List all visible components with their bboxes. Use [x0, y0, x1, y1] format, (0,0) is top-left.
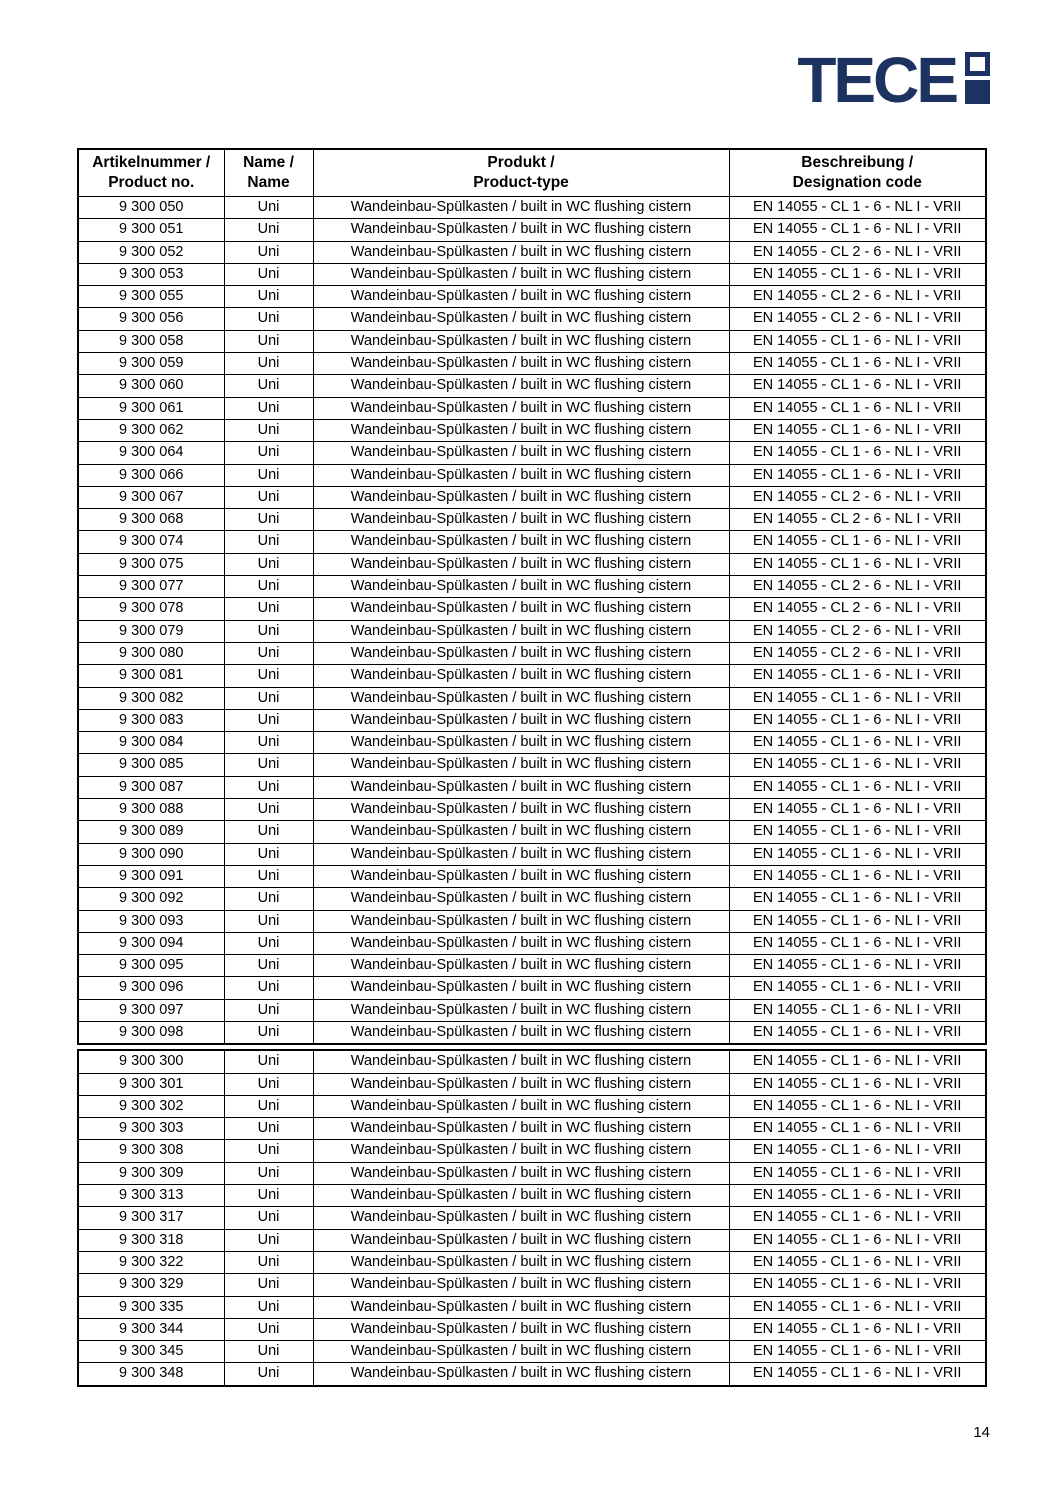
cell-name: Uni: [224, 1341, 313, 1363]
cell-product-type: Wandeinbau-Spülkasten / built in WC flushing cistern: [313, 397, 729, 419]
cell-product-type: Wandeinbau-Spülkasten / built in WC flushing cistern: [313, 1140, 729, 1162]
product-table-section-2: [77, 1049, 987, 1386]
table-row: [78, 665, 986, 687]
cell-designation-code: EN 14055 - CL 1 - 6 - NL I - VRII: [729, 1162, 986, 1184]
cell-designation-code: EN 14055 - CL 1 - 6 - NL I - VRII: [729, 1073, 986, 1095]
cell-product-no: 9 300 092: [78, 888, 224, 910]
cell-name: Uni: [224, 665, 313, 687]
table-row: [78, 754, 986, 776]
cell-name: Uni: [224, 732, 313, 754]
table-row: [78, 977, 986, 999]
table-row: [78, 1296, 986, 1318]
cell-name: Uni: [224, 754, 313, 776]
cell-designation-code: EN 14055 - CL 1 - 6 - NL I - VRII: [729, 330, 986, 352]
cell-product-no: 9 300 348: [78, 1363, 224, 1386]
cell-product-no: 9 300 077: [78, 576, 224, 598]
cell-product-no: 9 300 085: [78, 754, 224, 776]
page-number: 14: [973, 1424, 990, 1441]
cell-product-type: Wandeinbau-Spülkasten / built in WC flushing cistern: [313, 1229, 729, 1251]
cell-name: Uni: [224, 353, 313, 375]
cell-product-type: Wandeinbau-Spülkasten / built in WC flushing cistern: [313, 375, 729, 397]
table-row: [78, 1118, 986, 1140]
cell-designation-code: EN 14055 - CL 1 - 6 - NL I - VRII: [729, 419, 986, 441]
table-row: [78, 531, 986, 553]
cell-designation-code: EN 14055 - CL 1 - 6 - NL I - VRII: [729, 865, 986, 887]
table-row: [78, 419, 986, 441]
cell-product-type: Wandeinbau-Spülkasten / built in WC flushing cistern: [313, 754, 729, 776]
cell-product-type: Wandeinbau-Spülkasten / built in WC flushing cistern: [313, 687, 729, 709]
cell-designation-code: EN 14055 - CL 2 - 6 - NL I - VRII: [729, 576, 986, 598]
cell-product-no: 9 300 083: [78, 709, 224, 731]
cell-product-type: Wandeinbau-Spülkasten / built in WC flushing cistern: [313, 955, 729, 977]
table-row: [78, 1363, 986, 1386]
cell-product-no: 9 300 079: [78, 620, 224, 642]
product-table-section-1: [77, 148, 987, 1045]
cell-name: Uni: [224, 1296, 313, 1318]
cell-product-no: 9 300 096: [78, 977, 224, 999]
cell-designation-code: EN 14055 - CL 1 - 6 - NL I - VRII: [729, 1318, 986, 1340]
cell-product-no: 9 300 313: [78, 1185, 224, 1207]
cell-name: Uni: [224, 419, 313, 441]
cell-designation-code: EN 14055 - CL 1 - 6 - NL I - VRII: [729, 1118, 986, 1140]
cell-product-no: 9 300 087: [78, 776, 224, 798]
cell-name: Uni: [224, 687, 313, 709]
cell-name: Uni: [224, 1229, 313, 1251]
cell-product-type: Wandeinbau-Spülkasten / built in WC flushing cistern: [313, 464, 729, 486]
header-line: Name: [247, 174, 290, 191]
cell-designation-code: EN 14055 - CL 1 - 6 - NL I - VRII: [729, 888, 986, 910]
cell-product-type: Wandeinbau-Spülkasten / built in WC flushing cistern: [313, 642, 729, 664]
cell-designation-code: EN 14055 - CL 1 - 6 - NL I - VRII: [729, 687, 986, 709]
cell-name: Uni: [224, 999, 313, 1021]
logo-square-outline-icon: [965, 52, 990, 76]
cell-name: Uni: [224, 865, 313, 887]
table-row: [78, 1162, 986, 1184]
cell-designation-code: EN 14055 - CL 1 - 6 - NL I - VRII: [729, 1021, 986, 1044]
cell-product-no: 9 300 080: [78, 642, 224, 664]
table-row: [78, 353, 986, 375]
header-row: [78, 149, 986, 197]
cell-name: Uni: [224, 308, 313, 330]
table-row: [78, 1021, 986, 1044]
cell-product-no: 9 300 098: [78, 1021, 224, 1044]
cell-name: Uni: [224, 1073, 313, 1095]
cell-designation-code: EN 14055 - CL 1 - 6 - NL I - VRII: [729, 442, 986, 464]
cell-designation-code: EN 14055 - CL 1 - 6 - NL I - VRII: [729, 1363, 986, 1386]
cell-designation-code: EN 14055 - CL 1 - 6 - NL I - VRII: [729, 955, 986, 977]
cell-product-type: Wandeinbau-Spülkasten / built in WC flushing cistern: [313, 308, 729, 330]
cell-name: Uni: [224, 821, 313, 843]
cell-product-no: 9 300 345: [78, 1341, 224, 1363]
cell-product-no: 9 300 309: [78, 1162, 224, 1184]
cell-designation-code: EN 14055 - CL 1 - 6 - NL I - VRII: [729, 1229, 986, 1251]
cell-product-no: 9 300 301: [78, 1073, 224, 1095]
cell-name: Uni: [224, 241, 313, 263]
cell-product-no: 9 300 062: [78, 419, 224, 441]
cell-name: Uni: [224, 1118, 313, 1140]
header-line: Product-type: [473, 174, 569, 191]
cell-name: Uni: [224, 1140, 313, 1162]
cell-product-type: Wandeinbau-Spülkasten / built in WC flushing cistern: [313, 353, 729, 375]
cell-name: Uni: [224, 263, 313, 285]
table-row: [78, 397, 986, 419]
cell-product-type: Wandeinbau-Spülkasten / built in WC flushing cistern: [313, 486, 729, 508]
cell-name: Uni: [224, 1095, 313, 1117]
cell-product-type: Wandeinbau-Spülkasten / built in WC flushing cistern: [313, 219, 729, 241]
cell-designation-code: EN 14055 - CL 1 - 6 - NL I - VRII: [729, 1207, 986, 1229]
cell-product-no: 9 300 075: [78, 553, 224, 575]
cell-product-no: 9 300 329: [78, 1274, 224, 1296]
cell-product-no: 9 300 052: [78, 241, 224, 263]
cell-product-no: 9 300 317: [78, 1207, 224, 1229]
cell-designation-code: EN 14055 - CL 1 - 6 - NL I - VRII: [729, 1274, 986, 1296]
cell-name: Uni: [224, 1274, 313, 1296]
cell-name: Uni: [224, 799, 313, 821]
cell-product-type: Wandeinbau-Spülkasten / built in WC flushing cistern: [313, 263, 729, 285]
cell-product-no: 9 300 068: [78, 509, 224, 531]
cell-product-no: 9 300 335: [78, 1296, 224, 1318]
cell-designation-code: EN 14055 - CL 2 - 6 - NL I - VRII: [729, 509, 986, 531]
cell-product-no: 9 300 074: [78, 531, 224, 553]
cell-product-no: 9 300 088: [78, 799, 224, 821]
cell-product-type: Wandeinbau-Spülkasten / built in WC flushing cistern: [313, 576, 729, 598]
table-row: [78, 263, 986, 285]
cell-product-no: 9 300 059: [78, 353, 224, 375]
cell-product-type: Wandeinbau-Spülkasten / built in WC flushing cistern: [313, 799, 729, 821]
cell-product-no: 9 300 067: [78, 486, 224, 508]
cell-designation-code: EN 14055 - CL 1 - 6 - NL I - VRII: [729, 754, 986, 776]
table-row: [78, 932, 986, 954]
cell-product-no: 9 300 055: [78, 286, 224, 308]
cell-name: Uni: [224, 932, 313, 954]
cell-product-no: 9 300 302: [78, 1095, 224, 1117]
cell-designation-code: EN 14055 - CL 2 - 6 - NL I - VRII: [729, 286, 986, 308]
cell-product-no: 9 300 095: [78, 955, 224, 977]
table-row: [78, 1050, 986, 1073]
table-row: [78, 843, 986, 865]
cell-designation-code: EN 14055 - CL 1 - 6 - NL I - VRII: [729, 1095, 986, 1117]
cell-product-type: Wandeinbau-Spülkasten / built in WC flushing cistern: [313, 620, 729, 642]
header-line: Product no.: [108, 174, 195, 191]
cell-product-type: Wandeinbau-Spülkasten / built in WC flushing cistern: [313, 843, 729, 865]
cell-product-no: 9 300 056: [78, 308, 224, 330]
table-row: [78, 1318, 986, 1340]
cell-designation-code: EN 14055 - CL 2 - 6 - NL I - VRII: [729, 486, 986, 508]
cell-product-no: 9 300 303: [78, 1118, 224, 1140]
table-row: [78, 598, 986, 620]
header-line: Produkt /: [487, 154, 555, 171]
cell-product-type: Wandeinbau-Spülkasten / built in WC flushing cistern: [313, 665, 729, 687]
cell-name: Uni: [224, 286, 313, 308]
table-row: [78, 308, 986, 330]
cell-product-type: Wandeinbau-Spülkasten / built in WC flushing cistern: [313, 1341, 729, 1363]
table-row: [78, 1341, 986, 1363]
cell-product-type: Wandeinbau-Spülkasten / built in WC flushing cistern: [313, 1021, 729, 1044]
table-row: [78, 1185, 986, 1207]
cell-name: Uni: [224, 1207, 313, 1229]
table-row: [78, 999, 986, 1021]
cell-product-no: 9 300 058: [78, 330, 224, 352]
cell-product-type: Wandeinbau-Spülkasten / built in WC flushing cistern: [313, 241, 729, 263]
cell-designation-code: EN 14055 - CL 1 - 6 - NL I - VRII: [729, 1296, 986, 1318]
cell-designation-code: EN 14055 - CL 1 - 6 - NL I - VRII: [729, 1185, 986, 1207]
cell-name: Uni: [224, 977, 313, 999]
cell-product-type: Wandeinbau-Spülkasten / built in WC flushing cistern: [313, 776, 729, 798]
cell-product-type: Wandeinbau-Spülkasten / built in WC flushing cistern: [313, 286, 729, 308]
table-row: [78, 286, 986, 308]
cell-designation-code: EN 14055 - CL 2 - 6 - NL I - VRII: [729, 620, 986, 642]
cell-name: Uni: [224, 910, 313, 932]
cell-product-type: Wandeinbau-Spülkasten / built in WC flushing cistern: [313, 1118, 729, 1140]
cell-product-type: Wandeinbau-Spülkasten / built in WC flushing cistern: [313, 821, 729, 843]
cell-product-no: 9 300 051: [78, 219, 224, 241]
cell-name: Uni: [224, 397, 313, 419]
table-row: [78, 776, 986, 798]
cell-designation-code: EN 14055 - CL 1 - 6 - NL I - VRII: [729, 910, 986, 932]
table-row: [78, 375, 986, 397]
table-row: [78, 1095, 986, 1117]
cell-name: Uni: [224, 330, 313, 352]
cell-designation-code: EN 14055 - CL 1 - 6 - NL I - VRII: [729, 197, 986, 219]
column-header-name: [224, 149, 313, 197]
cell-name: Uni: [224, 620, 313, 642]
cell-name: Uni: [224, 776, 313, 798]
cell-product-type: Wandeinbau-Spülkasten / built in WC flushing cistern: [313, 977, 729, 999]
table-row: [78, 865, 986, 887]
table-row: [78, 442, 986, 464]
cell-product-no: 9 300 322: [78, 1251, 224, 1273]
cell-designation-code: EN 14055 - CL 1 - 6 - NL I - VRII: [729, 375, 986, 397]
table-row: [78, 219, 986, 241]
cell-name: Uni: [224, 1185, 313, 1207]
cell-name: Uni: [224, 843, 313, 865]
cell-product-no: 9 300 344: [78, 1318, 224, 1340]
cell-product-no: 9 300 064: [78, 442, 224, 464]
cell-name: Uni: [224, 598, 313, 620]
cell-name: Uni: [224, 375, 313, 397]
cell-product-type: Wandeinbau-Spülkasten / built in WC flushing cistern: [313, 932, 729, 954]
cell-name: Uni: [224, 442, 313, 464]
cell-product-type: Wandeinbau-Spülkasten / built in WC flushing cistern: [313, 531, 729, 553]
table-row: [78, 553, 986, 575]
cell-product-no: 9 300 090: [78, 843, 224, 865]
cell-designation-code: EN 14055 - CL 1 - 6 - NL I - VRII: [729, 932, 986, 954]
cell-product-type: Wandeinbau-Spülkasten / built in WC flushing cistern: [313, 1095, 729, 1117]
header-line: Artikelnummer /: [92, 154, 211, 171]
cell-name: Uni: [224, 642, 313, 664]
table-row: [78, 732, 986, 754]
cell-product-no: 9 300 078: [78, 598, 224, 620]
cell-product-type: Wandeinbau-Spülkasten / built in WC flushing cistern: [313, 330, 729, 352]
cell-product-type: Wandeinbau-Spülkasten / built in WC flushing cistern: [313, 1073, 729, 1095]
cell-designation-code: EN 14055 - CL 1 - 6 - NL I - VRII: [729, 732, 986, 754]
cell-name: Uni: [224, 1021, 313, 1044]
cell-name: Uni: [224, 464, 313, 486]
cell-product-type: Wandeinbau-Spülkasten / built in WC flushing cistern: [313, 709, 729, 731]
tece-logo-mark-icon: [965, 52, 990, 105]
table-row: [78, 1140, 986, 1162]
table-row: [78, 709, 986, 731]
cell-name: Uni: [224, 486, 313, 508]
cell-name: Uni: [224, 1363, 313, 1386]
cell-product-type: Wandeinbau-Spülkasten / built in WC flushing cistern: [313, 553, 729, 575]
header-line: Beschreibung /: [801, 154, 914, 171]
cell-designation-code: EN 14055 - CL 1 - 6 - NL I - VRII: [729, 353, 986, 375]
cell-product-type: Wandeinbau-Spülkasten / built in WC flushing cistern: [313, 197, 729, 219]
cell-product-type: Wandeinbau-Spülkasten / built in WC flushing cistern: [313, 442, 729, 464]
table-row: [78, 1251, 986, 1273]
cell-name: Uni: [224, 1050, 313, 1073]
cell-name: Uni: [224, 1318, 313, 1340]
cell-product-no: 9 300 308: [78, 1140, 224, 1162]
cell-product-type: Wandeinbau-Spülkasten / built in WC flushing cistern: [313, 1296, 729, 1318]
cell-designation-code: EN 14055 - CL 1 - 6 - NL I - VRII: [729, 821, 986, 843]
product-table-area: [77, 148, 985, 1387]
cell-product-type: Wandeinbau-Spülkasten / built in WC flushing cistern: [313, 1251, 729, 1273]
cell-product-type: Wandeinbau-Spülkasten / built in WC flushing cistern: [313, 1162, 729, 1184]
cell-product-type: Wandeinbau-Spülkasten / built in WC flushing cistern: [313, 509, 729, 531]
cell-product-type: Wandeinbau-Spülkasten / built in WC flushing cistern: [313, 865, 729, 887]
cell-name: Uni: [224, 219, 313, 241]
column-header-designation-code: [729, 149, 986, 197]
table-row: [78, 910, 986, 932]
cell-designation-code: EN 14055 - CL 1 - 6 - NL I - VRII: [729, 263, 986, 285]
cell-designation-code: EN 14055 - CL 1 - 6 - NL I - VRII: [729, 843, 986, 865]
table-row: [78, 799, 986, 821]
cell-designation-code: EN 14055 - CL 1 - 6 - NL I - VRII: [729, 709, 986, 731]
cell-name: Uni: [224, 709, 313, 731]
table-row: [78, 1073, 986, 1095]
table-row: [78, 620, 986, 642]
cell-product-no: 9 300 089: [78, 821, 224, 843]
cell-product-no: 9 300 094: [78, 932, 224, 954]
cell-product-no: 9 300 097: [78, 999, 224, 1021]
cell-designation-code: EN 14055 - CL 2 - 6 - NL I - VRII: [729, 598, 986, 620]
table-row: [78, 486, 986, 508]
cell-product-no: 9 300 081: [78, 665, 224, 687]
cell-name: Uni: [224, 1251, 313, 1273]
cell-designation-code: EN 14055 - CL 1 - 6 - NL I - VRII: [729, 1251, 986, 1273]
cell-product-type: Wandeinbau-Spülkasten / built in WC flushing cistern: [313, 1185, 729, 1207]
cell-product-type: Wandeinbau-Spülkasten / built in WC flushing cistern: [313, 732, 729, 754]
table-row: [78, 576, 986, 598]
cell-name: Uni: [224, 888, 313, 910]
cell-product-no: 9 300 093: [78, 910, 224, 932]
cell-product-no: 9 300 061: [78, 397, 224, 419]
cell-product-no: 9 300 084: [78, 732, 224, 754]
cell-name: Uni: [224, 576, 313, 598]
cell-product-type: Wandeinbau-Spülkasten / built in WC flushing cistern: [313, 419, 729, 441]
cell-designation-code: EN 14055 - CL 2 - 6 - NL I - VRII: [729, 241, 986, 263]
cell-product-no: 9 300 066: [78, 464, 224, 486]
cell-product-type: Wandeinbau-Spülkasten / built in WC flushing cistern: [313, 1318, 729, 1340]
cell-product-no: 9 300 053: [78, 263, 224, 285]
table-row: [78, 642, 986, 664]
cell-designation-code: EN 14055 - CL 1 - 6 - NL I - VRII: [729, 219, 986, 241]
table-row: [78, 464, 986, 486]
table-row: [78, 1207, 986, 1229]
table-row: [78, 330, 986, 352]
column-header-product-type: [313, 149, 729, 197]
table-row: [78, 888, 986, 910]
cell-designation-code: EN 14055 - CL 1 - 6 - NL I - VRII: [729, 1140, 986, 1162]
table-row: [78, 687, 986, 709]
cell-product-no: 9 300 091: [78, 865, 224, 887]
cell-name: Uni: [224, 553, 313, 575]
cell-designation-code: EN 14055 - CL 1 - 6 - NL I - VRII: [729, 1341, 986, 1363]
cell-designation-code: EN 14055 - CL 1 - 6 - NL I - VRII: [729, 776, 986, 798]
logo-square-filled-icon: [965, 80, 990, 104]
cell-designation-code: EN 14055 - CL 1 - 6 - NL I - VRII: [729, 665, 986, 687]
cell-product-type: Wandeinbau-Spülkasten / built in WC flushing cistern: [313, 1050, 729, 1073]
cell-designation-code: EN 14055 - CL 1 - 6 - NL I - VRII: [729, 531, 986, 553]
cell-designation-code: EN 14055 - CL 2 - 6 - NL I - VRII: [729, 308, 986, 330]
cell-product-no: 9 300 300: [78, 1050, 224, 1073]
cell-designation-code: EN 14055 - CL 1 - 6 - NL I - VRII: [729, 397, 986, 419]
table-row: [78, 955, 986, 977]
cell-product-no: 9 300 082: [78, 687, 224, 709]
cell-name: Uni: [224, 955, 313, 977]
tece-logo: [797, 44, 990, 116]
cell-designation-code: EN 14055 - CL 1 - 6 - NL I - VRII: [729, 553, 986, 575]
column-header-product-no: [78, 149, 224, 197]
cell-designation-code: EN 14055 - CL 1 - 6 - NL I - VRII: [729, 464, 986, 486]
cell-product-type: Wandeinbau-Spülkasten / built in WC flushing cistern: [313, 999, 729, 1021]
cell-product-type: Wandeinbau-Spülkasten / built in WC flushing cistern: [313, 598, 729, 620]
cell-designation-code: EN 14055 - CL 1 - 6 - NL I - VRII: [729, 977, 986, 999]
cell-product-no: 9 300 318: [78, 1229, 224, 1251]
cell-name: Uni: [224, 531, 313, 553]
cell-designation-code: EN 14055 - CL 1 - 6 - NL I - VRII: [729, 1050, 986, 1073]
cell-name: Uni: [224, 197, 313, 219]
cell-name: Uni: [224, 1162, 313, 1184]
table-row: [78, 241, 986, 263]
header-line: Designation code: [792, 174, 922, 191]
cell-product-no: 9 300 050: [78, 197, 224, 219]
table-row: [78, 1229, 986, 1251]
cell-product-type: Wandeinbau-Spülkasten / built in WC flushing cistern: [313, 910, 729, 932]
cell-product-no: 9 300 060: [78, 375, 224, 397]
cell-product-type: Wandeinbau-Spülkasten / built in WC flushing cistern: [313, 1363, 729, 1386]
cell-product-type: Wandeinbau-Spülkasten / built in WC flushing cistern: [313, 888, 729, 910]
header-line: Name /: [243, 154, 294, 171]
table-row: [78, 821, 986, 843]
cell-designation-code: EN 14055 - CL 1 - 6 - NL I - VRII: [729, 799, 986, 821]
tece-logo-text: TECE: [797, 44, 956, 116]
table-row: [78, 1274, 986, 1296]
table-row: [78, 197, 986, 219]
table-row: [78, 509, 986, 531]
cell-product-type: Wandeinbau-Spülkasten / built in WC flushing cistern: [313, 1274, 729, 1296]
cell-product-type: Wandeinbau-Spülkasten / built in WC flushing cistern: [313, 1207, 729, 1229]
cell-designation-code: EN 14055 - CL 1 - 6 - NL I - VRII: [729, 999, 986, 1021]
cell-name: Uni: [224, 509, 313, 531]
cell-designation-code: EN 14055 - CL 2 - 6 - NL I - VRII: [729, 642, 986, 664]
